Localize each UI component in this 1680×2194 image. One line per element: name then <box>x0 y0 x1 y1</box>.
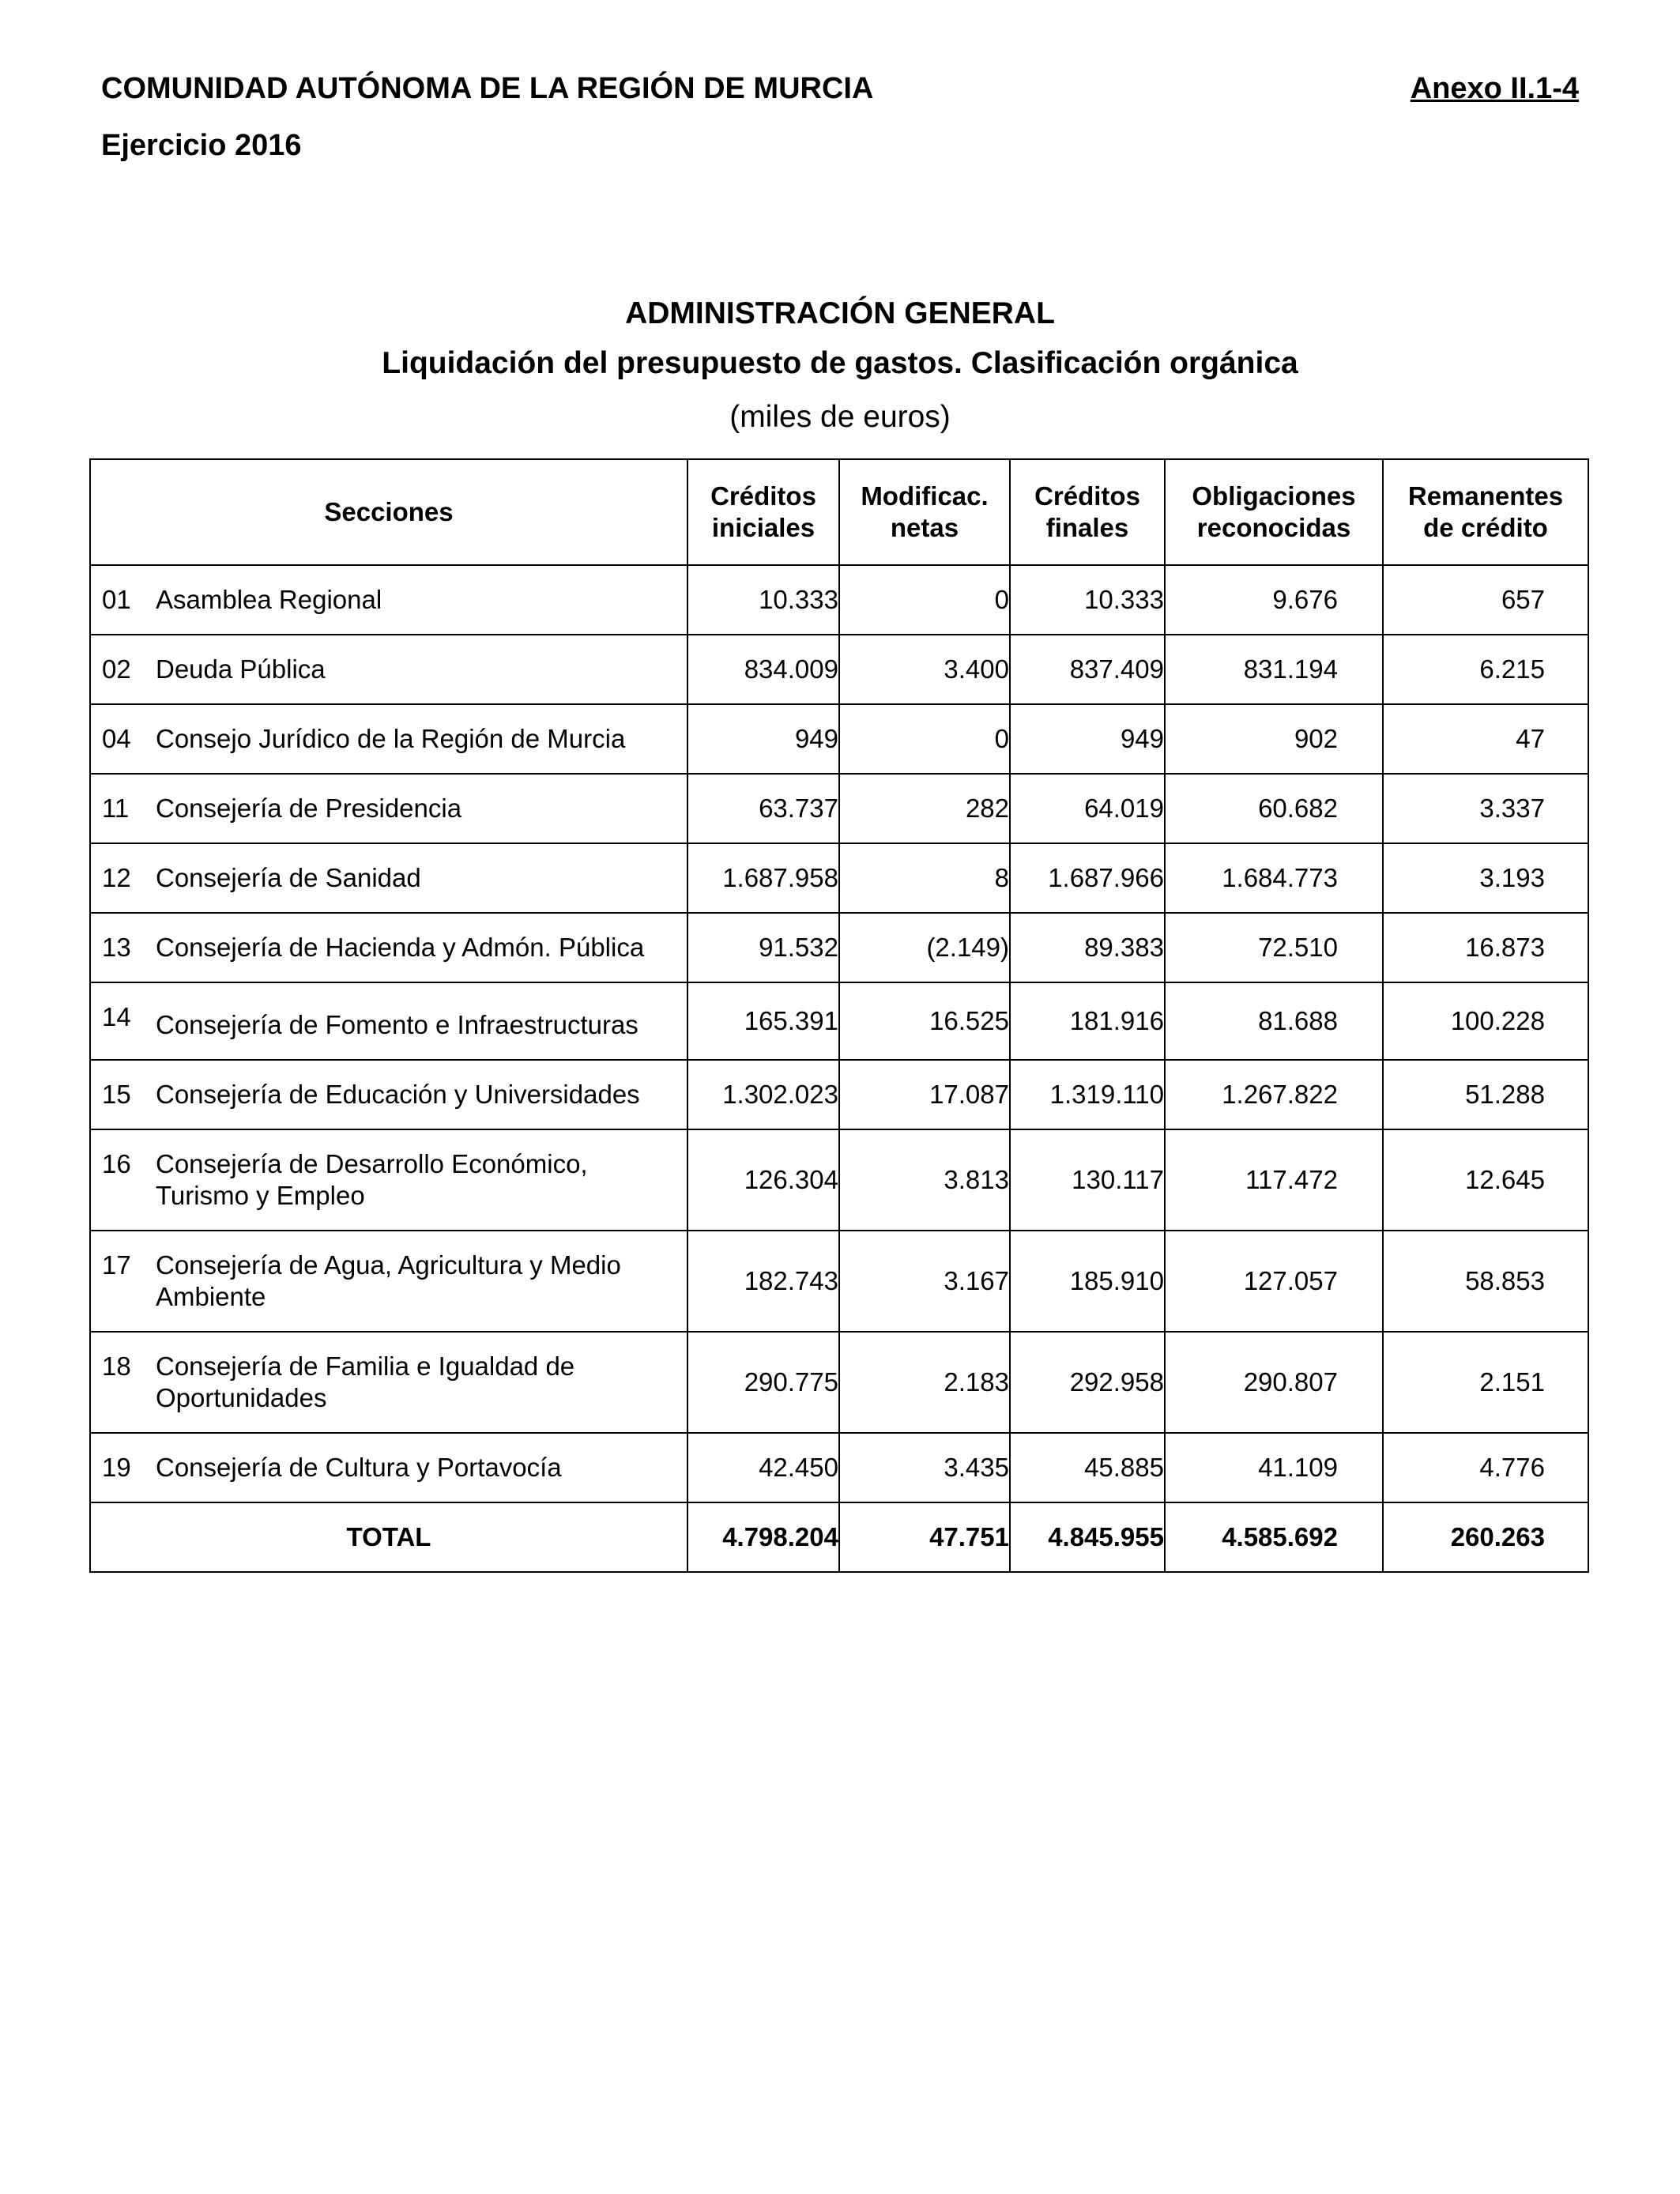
modificaciones-cell: 2.183 <box>839 1332 1010 1433</box>
section-code: 13 <box>102 933 131 962</box>
section-code: 18 <box>102 1351 131 1381</box>
table-row <box>90 565 1588 635</box>
total-label: TOTAL <box>90 1502 687 1572</box>
obligaciones-cell: 60.682 <box>1165 774 1383 843</box>
col-header-line: Modificac. <box>861 481 989 511</box>
section-code: 04 <box>102 724 131 753</box>
obligaciones-cell: 127.057 <box>1165 1231 1383 1332</box>
creditos-iniciales-cell: 834.009 <box>687 635 839 704</box>
obligaciones-cell: 81.688 <box>1165 982 1383 1060</box>
section-name: Deuda Pública <box>156 654 326 684</box>
obligaciones-cell: 1.684.773 <box>1165 843 1383 913</box>
creditos-finales-cell: 10.333 <box>1010 565 1165 635</box>
remanentes-cell: 2.151 <box>1383 1332 1588 1433</box>
table-row <box>90 774 1588 843</box>
budget-table <box>89 458 1589 1573</box>
col-header-creditos-iniciales <box>687 459 839 565</box>
section-code: 02 <box>102 654 131 684</box>
creditos-iniciales-cell: 182.743 <box>687 1231 839 1332</box>
table-row <box>90 913 1588 982</box>
obligaciones-cell: 72.510 <box>1165 913 1383 982</box>
section-cell <box>90 982 687 1060</box>
section-cell <box>90 635 687 704</box>
modificaciones-cell: 3.435 <box>839 1433 1010 1502</box>
creditos-finales-cell: 181.916 <box>1010 982 1165 1060</box>
total-modificaciones: 47.751 <box>839 1502 1010 1572</box>
creditos-finales-cell: 949 <box>1010 704 1165 774</box>
remanentes-cell: 16.873 <box>1383 913 1588 982</box>
section-name: Asamblea Regional <box>156 585 382 614</box>
obligaciones-cell: 1.267.822 <box>1165 1060 1383 1129</box>
entity-title: ADMINISTRACIÓN GENERAL <box>625 296 1055 330</box>
section-code: 19 <box>102 1453 131 1482</box>
creditos-iniciales-cell: 91.532 <box>687 913 839 982</box>
section-code: 12 <box>102 863 131 892</box>
creditos-iniciales-cell: 63.737 <box>687 774 839 843</box>
creditos-iniciales-cell: 126.304 <box>687 1129 839 1231</box>
section-code: 16 <box>102 1149 131 1178</box>
remanentes-cell: 12.645 <box>1383 1129 1588 1231</box>
section-code: 15 <box>102 1080 131 1109</box>
creditos-finales-cell: 130.117 <box>1010 1129 1165 1231</box>
organization-name: COMUNIDAD AUTÓNOMA DE LA REGIÓN DE MURCIA <box>101 72 874 105</box>
section-cell <box>90 1231 687 1332</box>
creditos-finales-cell: 292.958 <box>1010 1332 1165 1433</box>
section-name: Consejería de Familia e Igualdad de Oportunidades <box>156 1351 575 1412</box>
modificaciones-cell: 8 <box>839 843 1010 913</box>
modificaciones-cell: 17.087 <box>839 1060 1010 1129</box>
report-subtitle: Liquidación del presupuesto de gastos. Clasificación orgánica <box>382 346 1298 380</box>
modificaciones-cell: 282 <box>839 774 1010 843</box>
section-name: Consejería de Cultura y Portavocía <box>156 1453 562 1482</box>
section-name: Consejería de Fomento e Infraestructuras <box>156 1010 638 1039</box>
section-code: 17 <box>102 1250 131 1280</box>
table-row <box>90 635 1588 704</box>
section-cell <box>90 704 687 774</box>
remanentes-cell: 58.853 <box>1383 1231 1588 1332</box>
section-cell <box>90 1060 687 1129</box>
col-header-secciones: Secciones <box>90 459 687 565</box>
creditos-finales-cell: 1.319.110 <box>1010 1060 1165 1129</box>
total-creditos-finales: 4.845.955 <box>1010 1502 1165 1572</box>
creditos-iniciales-cell: 42.450 <box>687 1433 839 1502</box>
section-name: Consejería de Presidencia <box>156 794 462 823</box>
creditos-iniciales-cell: 1.687.958 <box>687 843 839 913</box>
col-header-modificaciones <box>839 459 1010 565</box>
section-cell <box>90 565 687 635</box>
creditos-finales-cell: 1.687.966 <box>1010 843 1165 913</box>
section-name: Consejería de Desarrollo Económico, Turismo y Empleo <box>156 1149 588 1210</box>
section-name: Consejería de Hacienda y Admón. Pública <box>156 933 645 962</box>
section-name: Consejería de Educación y Universidades <box>156 1080 640 1109</box>
section-cell <box>90 1129 687 1231</box>
col-header-line: netas <box>890 513 959 542</box>
col-header-line: Créditos <box>1034 481 1140 511</box>
report-titles <box>0 291 1680 444</box>
section-name: Consejo Jurídico de la Región de Murcia <box>156 724 626 753</box>
col-header-creditos-finales <box>1010 459 1165 565</box>
remanentes-cell: 47 <box>1383 704 1588 774</box>
col-header-remanentes <box>1383 459 1588 565</box>
remanentes-cell: 3.337 <box>1383 774 1588 843</box>
remanentes-cell: 6.215 <box>1383 635 1588 704</box>
document-header <box>101 60 873 174</box>
table-row <box>90 1060 1588 1129</box>
table-row <box>90 982 1588 1060</box>
creditos-finales-cell: 185.910 <box>1010 1231 1165 1332</box>
creditos-iniciales-cell: 290.775 <box>687 1332 839 1433</box>
annex-label: Anexo II.1-4 <box>1410 72 1579 105</box>
obligaciones-cell: 290.807 <box>1165 1332 1383 1433</box>
creditos-iniciales-cell: 10.333 <box>687 565 839 635</box>
section-cell <box>90 843 687 913</box>
remanentes-cell: 3.193 <box>1383 843 1588 913</box>
remanentes-cell: 51.288 <box>1383 1060 1588 1129</box>
remanentes-cell: 100.228 <box>1383 982 1588 1060</box>
creditos-iniciales-cell: 1.302.023 <box>687 1060 839 1129</box>
modificaciones-cell: 0 <box>839 565 1010 635</box>
table-row <box>90 1231 1588 1332</box>
total-remanentes: 260.263 <box>1383 1502 1588 1572</box>
creditos-finales-cell: 89.383 <box>1010 913 1165 982</box>
table-row <box>90 843 1588 913</box>
fiscal-year: Ejercicio 2016 <box>101 129 302 162</box>
obligaciones-cell: 831.194 <box>1165 635 1383 704</box>
col-header-line: Obligaciones <box>1192 481 1356 511</box>
obligaciones-cell: 9.676 <box>1165 565 1383 635</box>
modificaciones-cell: 3.400 <box>839 635 1010 704</box>
total-row <box>90 1502 1588 1572</box>
total-creditos-iniciales: 4.798.204 <box>687 1502 839 1572</box>
creditos-iniciales-cell: 165.391 <box>687 982 839 1060</box>
obligaciones-cell: 41.109 <box>1165 1433 1383 1502</box>
creditos-finales-cell: 45.885 <box>1010 1433 1165 1502</box>
col-header-line: reconocidas <box>1196 513 1351 542</box>
col-header-line: iniciales <box>711 513 816 542</box>
table-row <box>90 1129 1588 1231</box>
obligaciones-cell: 117.472 <box>1165 1129 1383 1231</box>
total-obligaciones: 4.585.692 <box>1165 1502 1383 1572</box>
table-row <box>90 704 1588 774</box>
modificaciones-cell: 3.813 <box>839 1129 1010 1231</box>
section-cell <box>90 1332 687 1433</box>
col-header-line: finales <box>1045 513 1129 542</box>
section-code: 01 <box>102 585 131 614</box>
col-header-line: Créditos <box>710 481 816 511</box>
section-cell <box>90 774 687 843</box>
remanentes-cell: 4.776 <box>1383 1433 1588 1502</box>
section-cell <box>90 1433 687 1502</box>
table-header-row <box>90 459 1588 565</box>
col-header-line: Remanentes <box>1407 481 1564 511</box>
col-header-line: de crédito <box>1423 513 1548 542</box>
section-cell <box>90 913 687 982</box>
creditos-finales-cell: 64.019 <box>1010 774 1165 843</box>
modificaciones-cell: (2.149) <box>839 913 1010 982</box>
units-note: (miles de euros) <box>729 400 951 434</box>
table-row <box>90 1433 1588 1502</box>
section-code: 11 <box>102 794 130 823</box>
modificaciones-cell: 16.525 <box>839 982 1010 1060</box>
obligaciones-cell: 902 <box>1165 704 1383 774</box>
modificaciones-cell: 3.167 <box>839 1231 1010 1332</box>
creditos-finales-cell: 837.409 <box>1010 635 1165 704</box>
creditos-iniciales-cell: 949 <box>687 704 839 774</box>
col-header-obligaciones <box>1165 459 1383 565</box>
section-code: 14 <box>102 1002 131 1031</box>
table-row <box>90 1332 1588 1433</box>
remanentes-cell: 657 <box>1383 565 1588 635</box>
modificaciones-cell: 0 <box>839 704 1010 774</box>
section-name: Consejería de Agua, Agricultura y Medio Ambiente <box>156 1250 621 1311</box>
section-name: Consejería de Sanidad <box>156 863 421 892</box>
